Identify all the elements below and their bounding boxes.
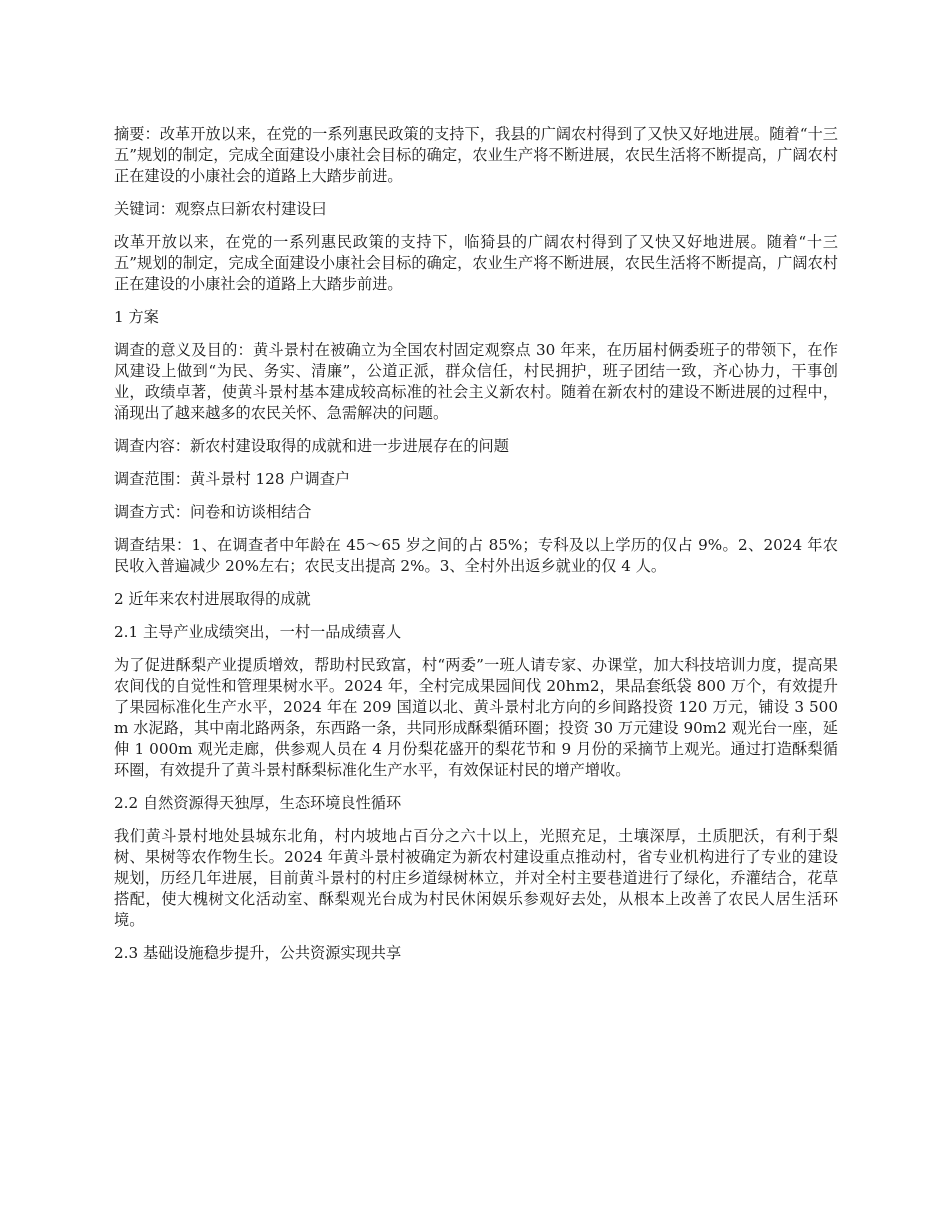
- survey-purpose: 调查的意义及目的：黄斗景村在被确立为全国农村固定观察点 30 年来，在历届村俩委班子的带领下，在作风建设上做到“为民、务实、清廉”，公道正派，群众信任，村民拥护，班子团结一致，齐心协力，干事创业，政绩卓著，使黄斗景村基本建成较高标准的社会主义新农村。随着在新农村的建设不断进展的过程中，涌现出了越来越多的农民关怀、急需解决的问题。: [114, 341, 838, 422]
- section-1-heading: 1 方案: [114, 308, 159, 326]
- keywords: 关键词：观察点曰新农村建设曰: [114, 200, 327, 218]
- document-page: [114, 124, 838, 976]
- section-2-2-body: 我们黄斗景村地处县城东北角，村内坡地占百分之六十以上，光照充足，土壤深厚，土质肥沃，有利于梨树、果树等农作物生长。2024 年黄斗景村被确定为新农村建设重点推动村，省专业机构进行了专业的建设规划，历经几年进展，目前黄斗景村的村庄乡道绿树林立，并对全村主要巷道进行了绿化，乔灌结合，花草搭配，使大槐树文化活动室、酥梨观光台成为村民休闲娱乐参观好去处，从根本上改善了农民人居生活环境。: [114, 827, 838, 929]
- section-2-1-heading: 2.1 主导产业成绩突出，一村一品成绩喜人: [114, 623, 402, 641]
- survey-method: 调查方式：问卷和访谈相结合: [114, 503, 312, 521]
- section-2-1-body: 为了促进酥梨产业提质增效，帮助村民致富，村“两委”一班人请专家、办课堂，加大科技培训力度，提高果农间伐的自觉性和管理果树水平。2024 年，全村完成果园间伐 20hm2，果品套纸袋 800 万个，有效提升了果园标准化生产水平，2024 年在 209 国道以北、黄斗景村北方向的乡间路投资 120 万元，铺设 3 500m 水泥路，其中南北路两条，东西路一条，共同形成酥梨循环圈；投资 30 万元建设 90m2 观光台一座，延伸 1 000m 观光走廊，供参观人员在 4 月份梨花盛开的梨花节和 9 月份的采摘节上观光。通过打造酥梨循环圈，有效提升了黄斗景村酥梨标准化生产水平，有效保证村民的增产增收。: [114, 656, 838, 779]
- survey-scope: 调查范围：黄斗景村 128 户调查户: [114, 470, 351, 488]
- survey-content: 调查内容：新农村建设取得的成就和进一步进展存在的问题: [114, 437, 509, 455]
- intro: 改革开放以来，在党的一系列惠民政策的支持下，临猗县的广阔农村得到了又快又好地进展。随着“十三五”规划的制定，完成全面建设小康社会目标的确定，农业生产将不断进展，农民生活将不断提高，广阔农村正在建设的小康社会的道路上大踏步前进。: [114, 233, 838, 293]
- survey-results: 调查结果：1、在调查者中年龄在 45～65 岁之间的占 85%；专科及以上学历的仅占 9%。2、2024 年农民收入普遍减少 20%左右；农民支出提高 2%。3、全村外出返乡就业的仅 4 人。: [114, 536, 838, 575]
- abstract: 摘要：改革开放以来，在党的一系列惠民政策的支持下，我县的广阔农村得到了又快又好地进展。随着“十三五”规划的制定，完成全面建设小康社会目标的确定，农业生产将不断进展，农民生活将不断提高，广阔农村正在建设的小康社会的道路上大踏步前进。: [114, 125, 838, 185]
- section-2-3-heading: 2.3 基础设施稳步提升，公共资源实现共享: [114, 944, 402, 962]
- section-2-2-heading: 2.2 自然资源得天独厚，生态环境良性循环: [114, 794, 402, 812]
- section-2-heading: 2 近年来农村进展取得的成就: [114, 590, 311, 608]
